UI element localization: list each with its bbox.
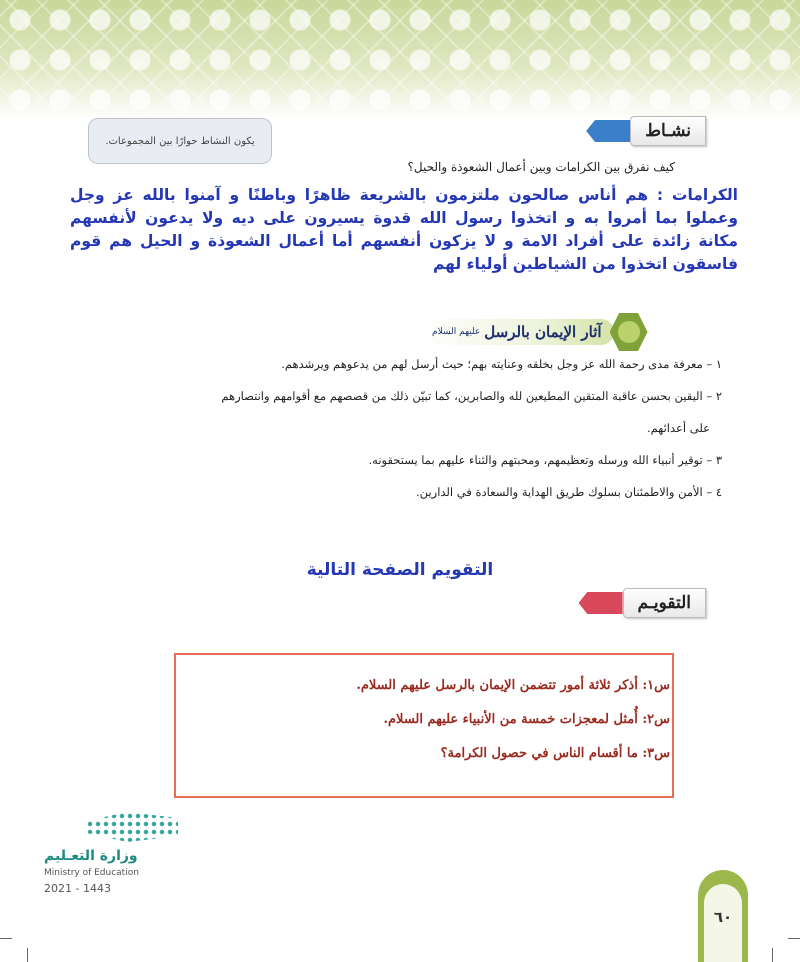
evaluation-arrow-icon	[579, 592, 623, 614]
activity-answer: الكرامات : هم أناس صالحون ملتزمون بالشريعة ظاهرًا وباطنًا و آمنوا بالله عز وجل وعملوا بما أمروا به و اتخذوا رسول الله قدوة يسيرون على ديه ولا يدعون لأنفسهم مكانة زائدة على أفراد الامة و لا يزكون أنفسهم أما أعمال الشعوذة و الحيل هم قوم فاسقون اتخذوا من الشياطين أولياء لهم	[70, 186, 738, 273]
section-title: آثار الإيمان بالرسل	[484, 323, 602, 341]
effects-list	[72, 356, 722, 516]
crop-mark	[0, 938, 12, 939]
activity-arrow-icon	[586, 120, 630, 142]
evaluation-question-1: س١: أذكر ثلاثة أمور تتضمن الإيمان بالرسل عليهم السلام.	[356, 678, 670, 693]
section-title-bar	[420, 319, 614, 345]
ministry-logo-icon	[86, 812, 178, 842]
evaluation-question-2: س٢: أُمثل لمعجزات خمسة من الأنبياء عليهم السلام.	[383, 712, 670, 727]
evaluation-next-page-note: التقويم الصفحة التالية	[306, 560, 494, 580]
page-number: ٦٠	[704, 884, 742, 962]
list-item-continuation: على أعدائهم.	[646, 421, 710, 435]
crop-mark	[27, 948, 28, 962]
activity-question: كيف نفرق بين الكرامات وبين أعمال الشعوذة والحيل؟	[407, 160, 675, 174]
activity-tag	[592, 116, 706, 146]
page-number-tab	[698, 870, 748, 962]
ministry-name-ar: وزارة التعـليم	[44, 848, 138, 864]
crop-mark	[788, 938, 800, 939]
section-heading	[420, 317, 710, 347]
crop-mark	[772, 948, 773, 962]
list-item: ٣ – توقير أنبياء الله ورسله وتعظيمهم، ومحبتهم والثناء عليهم بما يستحقونه.	[368, 453, 722, 467]
ministry-year: 2021 - 1443	[44, 882, 111, 895]
evaluation-tag-label: التقويـم	[623, 588, 706, 618]
evaluation-tag	[585, 588, 706, 618]
hexagon-icon	[610, 313, 648, 351]
honorific-text: عليهم السلام	[432, 327, 481, 337]
ministry-name-en: Ministry of Education	[44, 868, 139, 878]
list-item: ١ – معرفة مدى رحمة الله عز وجل بخلقه وعنايته بهم؛ حيث أرسل لهم من يدعوهم ويرشدهم.	[281, 357, 722, 371]
evaluation-question-3: س٣: ما أقسام الناس في حصول الكرامة؟	[440, 746, 670, 761]
activity-tag-label: نشـاط	[630, 116, 706, 146]
activity-note: يكون النشاط حوارًا بين المجموعات.	[88, 118, 272, 164]
list-item	[72, 388, 722, 436]
list-item: ٤ – الأمن والاطمئنان بسلوك طريق الهداية والسعادة في الدارين.	[416, 485, 722, 499]
header-pattern	[0, 0, 800, 120]
list-item-text: ٢ – اليقين بحسن عاقبة المتقين المطيعين لله والصابرين، كما تبيّن ذلك من قصصهم مع أقوامهم وانتصارهم	[221, 389, 722, 403]
